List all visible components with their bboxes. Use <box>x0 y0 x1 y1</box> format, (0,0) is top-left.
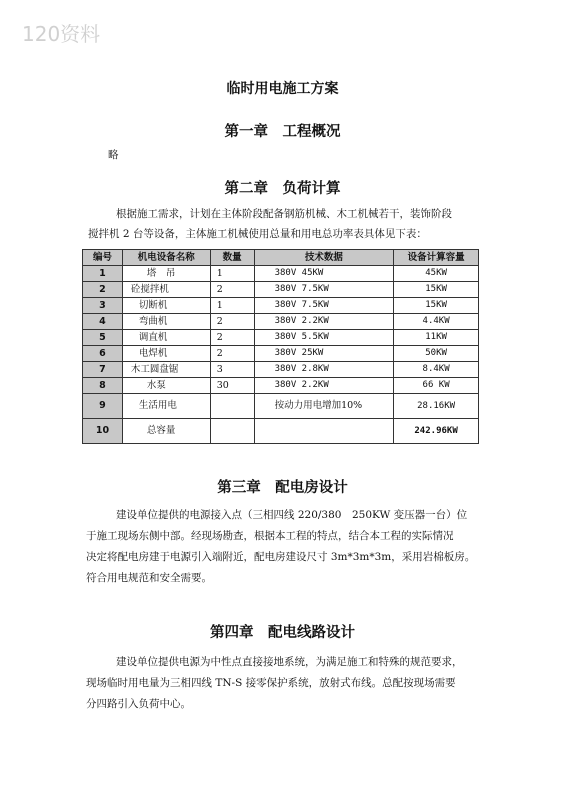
chapter1-body: 略 <box>108 149 119 161</box>
cell-name: 总容量 <box>122 419 210 444</box>
cell-spec: 380V 7.5KW <box>254 282 394 298</box>
cell-spec-empty <box>254 419 394 444</box>
cell-qty: 3 <box>210 362 254 378</box>
chapter3-line1: 建设单位提供的电源接入点（三相四线 220/380 250KW 变压器一台）位 <box>116 509 468 521</box>
chapter4-line2: 现场临时用电量为三相四线 TN-S 接零保护系统，放射式布线。总配按现场需要 <box>86 677 456 689</box>
header-qty: 数量 <box>210 250 254 266</box>
header-spec: 技术数据 <box>254 250 394 266</box>
table-row <box>83 282 479 298</box>
table-row <box>83 266 479 282</box>
cell-no: 5 <box>83 330 123 346</box>
cell-qty-empty <box>210 394 254 419</box>
chapter4-line3: 分四路引入负荷中心。 <box>86 698 191 710</box>
cell-qty: 1 <box>210 266 254 282</box>
cell-name: 调直机 <box>122 330 210 346</box>
chapter2-intro-line2: 搅拌机 2 台等设备，主体施工机械使用总量和用电总功率表具体见下表： <box>88 228 427 240</box>
cell-name: 弯曲机 <box>122 314 210 330</box>
table-row-living <box>83 394 479 419</box>
chapter4-line1: 建设单位提供电源为中性点直接接地系统，为满足施工和特殊的规范要求， <box>116 656 463 668</box>
cell-cap: 15KW <box>394 282 479 298</box>
cell-no: 6 <box>83 346 123 362</box>
cell-qty: 2 <box>210 346 254 362</box>
header-name: 机电设备名称 <box>122 250 210 266</box>
header-cap: 设备计算容量 <box>394 250 479 266</box>
cell-cap: 4.4KW <box>394 314 479 330</box>
cell-name: 水泵 <box>122 378 210 394</box>
cell-qty: 1 <box>210 298 254 314</box>
table-row <box>83 378 479 394</box>
table-row <box>83 346 479 362</box>
header-no: 编号 <box>83 250 123 266</box>
chapter1-heading: 第一章 工程概况 <box>224 123 341 140</box>
cell-cap: 28.16KW <box>394 394 479 419</box>
cell-cap: 8.4KW <box>394 362 479 378</box>
cell-spec: 380V 5.5KW <box>254 330 394 346</box>
cell-qty: 30 <box>210 378 254 394</box>
table-row <box>83 330 479 346</box>
cell-no: 10 <box>83 419 123 444</box>
chapter4-heading: 第四章 配电线路设计 <box>210 624 355 641</box>
cell-name: 生活用电 <box>122 394 210 419</box>
chapter3-line3: 决定将配电房建于电源引入端附近，配电房建设尺寸 3m*3m*3m，采用岩棉板房。 <box>86 551 476 563</box>
cell-no: 9 <box>83 394 123 419</box>
table-row-total <box>83 419 479 444</box>
watermark: 120资料 <box>22 22 101 46</box>
document-title: 临时用电施工方案 <box>226 81 339 97</box>
cell-spec: 按动力用电增加10% <box>254 394 394 419</box>
cell-name: 木工圆盘锯 <box>122 362 210 378</box>
chapter3-line4: 符合用电规范和安全需要。 <box>86 572 212 584</box>
cell-cap: 50KW <box>394 346 479 362</box>
table-row <box>83 362 479 378</box>
cell-spec: 380V 7.5KW <box>254 298 394 314</box>
cell-spec: 380V 2.2KW <box>254 378 394 394</box>
cell-spec: 380V 2.8KW <box>254 362 394 378</box>
cell-no: 8 <box>83 378 123 394</box>
load-table <box>82 249 479 444</box>
cell-no: 4 <box>83 314 123 330</box>
table-header-row <box>83 250 479 266</box>
table-row <box>83 298 479 314</box>
chapter3-heading: 第三章 配电房设计 <box>217 479 348 496</box>
cell-no: 1 <box>83 266 123 282</box>
cell-qty: 2 <box>210 282 254 298</box>
chapter3-line2: 于施工现场东侧中部。经现场勘查，根据本工程的特点，结合本工程的实际情况 <box>86 530 454 542</box>
cell-spec: 380V 45KW <box>254 266 394 282</box>
cell-cap: 66 KW <box>394 378 479 394</box>
cell-name: 电焊机 <box>122 346 210 362</box>
cell-name: 塔 吊 <box>122 266 210 282</box>
cell-qty: 2 <box>210 314 254 330</box>
table-row <box>83 314 479 330</box>
cell-cap-total: 242.96KW <box>394 419 479 444</box>
cell-name: 砼搅拌机 <box>122 282 210 298</box>
cell-spec: 380V 2.2KW <box>254 314 394 330</box>
chapter2-intro-line1: 根据施工需求，计划在主体阶段配备钢筋机械、木工机械若干，装饰阶段 <box>116 208 452 220</box>
chapter2-heading: 第二章 负荷计算 <box>224 180 341 197</box>
cell-name: 切断机 <box>122 298 210 314</box>
cell-no: 3 <box>83 298 123 314</box>
cell-cap: 15KW <box>394 298 479 314</box>
cell-spec: 380V 25KW <box>254 346 394 362</box>
cell-no: 7 <box>83 362 123 378</box>
cell-cap: 45KW <box>394 266 479 282</box>
cell-no: 2 <box>83 282 123 298</box>
cell-qty-empty <box>210 419 254 444</box>
cell-cap: 11KW <box>394 330 479 346</box>
cell-qty: 2 <box>210 330 254 346</box>
